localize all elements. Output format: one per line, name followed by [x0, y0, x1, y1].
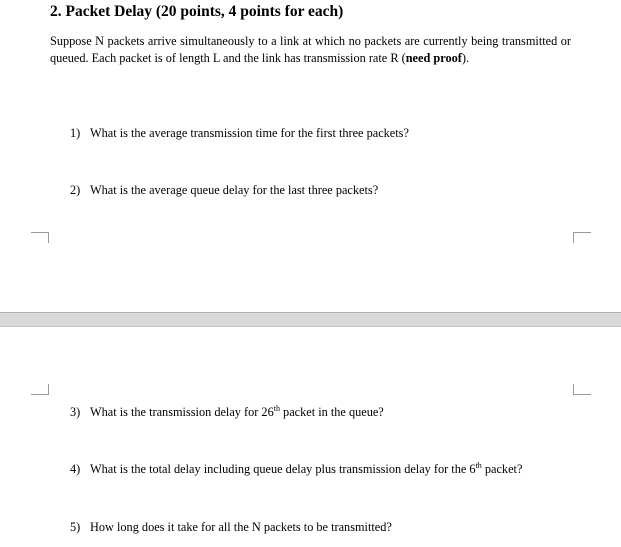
problem-heading: 2. Packet Delay (20 points, 4 points for each) — [50, 3, 344, 20]
document-page-bottom — [0, 327, 621, 547]
question-text-post: packet in the queue? — [279, 405, 384, 419]
problem-description-end: ). — [461, 51, 470, 65]
question-text-post: packet? — [481, 462, 523, 476]
question-4 — [70, 462, 522, 477]
question-3 — [70, 405, 384, 420]
problem-description — [50, 33, 571, 67]
question-1 — [70, 126, 409, 141]
problem-description-text: Suppose N packets arrive simultaneously to a link at which no packets are currently being transmitted or queued. Each packet is of length L and the link has transmission rate R ( — [50, 34, 571, 65]
question-number: 3) — [70, 405, 81, 419]
question-2 — [70, 183, 378, 198]
question-text: What is the average queue delay for the last three packets? — [90, 183, 379, 197]
problem-description-bold: need proof — [405, 51, 462, 65]
ordinal-suffix: th — [475, 460, 482, 470]
question-5 — [70, 520, 392, 535]
ordinal-suffix: th — [273, 403, 280, 413]
question-text: How long does it take for all the N packets to be transmitted? — [90, 520, 392, 534]
question-number: 4) — [70, 462, 81, 476]
question-number: 2) — [70, 183, 81, 197]
page-corner-mark-top-left — [31, 232, 49, 243]
question-text-pre: What is the transmission delay for 26 — [90, 405, 274, 419]
page-break-separator — [0, 312, 621, 327]
question-text: What is the average transmission time for the first three packets? — [90, 126, 409, 140]
question-number: 5) — [70, 520, 81, 534]
page-corner-mark-top-right — [573, 232, 591, 243]
page-corner-mark-bottom-left — [31, 384, 49, 395]
question-number: 1) — [70, 126, 81, 140]
question-text-pre: What is the total delay including queue delay plus transmission delay for the 6 — [90, 462, 476, 476]
page-corner-mark-bottom-right — [573, 384, 591, 395]
